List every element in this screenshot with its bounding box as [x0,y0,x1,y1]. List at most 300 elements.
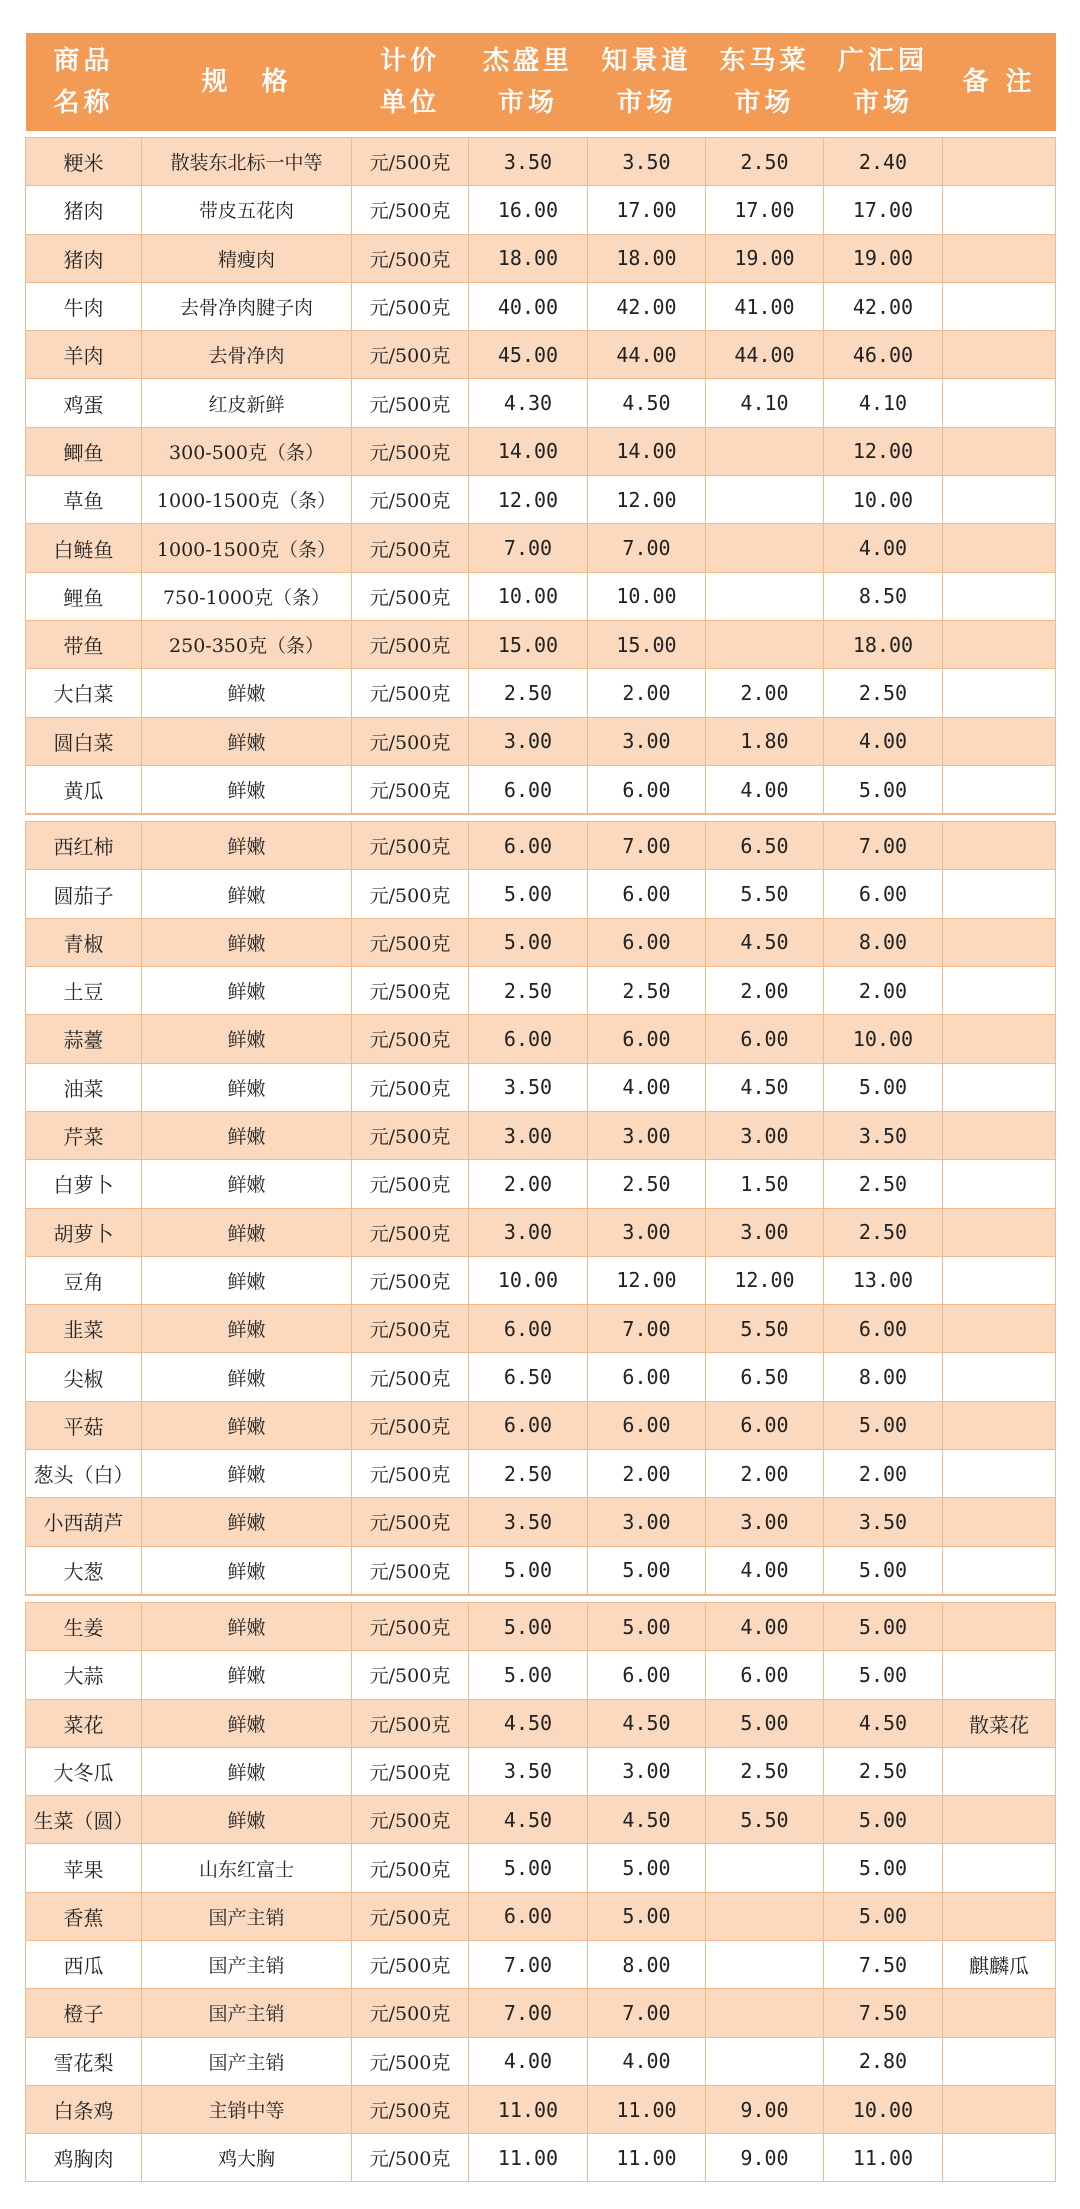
table-row [26,379,1056,427]
cell-name: 圆白菜 [26,717,142,765]
cell-note [943,1651,1056,1699]
cell-market-1: 10.00 [469,572,588,620]
cell-unit: 元/500克 [352,1111,469,1159]
cell-unit: 元/500克 [352,1256,469,1304]
cell-market-4: 2.50 [824,669,943,717]
cell-note [943,2085,1056,2133]
cell-name: 大蒜 [26,1651,142,1699]
cell-market-1: 15.00 [469,620,588,668]
cell-market-3: 1.80 [706,717,824,765]
cell-spec: 红皮新鲜 [142,379,352,427]
cell-unit: 元/500克 [352,186,469,234]
cell-name: 粳米 [26,138,142,186]
cell-unit: 元/500克 [352,1208,469,1256]
cell-market-1: 6.00 [469,1305,588,1353]
cell-market-2: 7.00 [588,1989,706,2037]
table-row [26,620,1056,668]
cell-spec: 国产主销 [142,2037,352,2085]
cell-unit: 元/500克 [352,1699,469,1747]
cell-market-3 [706,1844,824,1892]
cell-unit: 元/500克 [352,1747,469,1795]
table-row [26,138,1056,186]
cell-spec: 鲜嫩 [142,1450,352,1498]
cell-name: 猪肉 [26,234,142,282]
cell-note [943,1796,1056,1844]
cell-spec: 鲜嫩 [142,1747,352,1795]
cell-market-4: 10.00 [824,2085,943,2133]
cell-market-4: 3.50 [824,1111,943,1159]
cell-market-1: 2.50 [469,967,588,1015]
cell-name: 大葱 [26,1546,142,1595]
cell-note [943,765,1056,814]
cell-market-1: 6.00 [469,765,588,814]
cell-market-1: 10.00 [469,1256,588,1304]
cell-spec: 300-500克（条） [142,427,352,475]
cell-note [943,2037,1056,2085]
cell-market-3: 12.00 [706,1256,824,1304]
cell-market-2: 3.00 [588,1498,706,1546]
cell-spec: 去骨净肉 [142,331,352,379]
cell-market-1: 2.00 [469,1160,588,1208]
cell-unit: 元/500克 [352,1305,469,1353]
cell-market-2: 4.00 [588,1063,706,1111]
cell-spec: 国产主销 [142,1989,352,2037]
cell-note [943,620,1056,668]
cell-note [943,138,1056,186]
cell-note [943,1989,1056,2037]
cell-market-3: 19.00 [706,234,824,282]
cell-market-1: 5.00 [469,1651,588,1699]
cell-market-2: 8.00 [588,1940,706,1988]
cell-note [943,822,1056,870]
cell-note [943,1401,1056,1449]
cell-market-1: 2.50 [469,669,588,717]
cell-unit: 元/500克 [352,1892,469,1940]
cell-spec: 鲜嫩 [142,717,352,765]
cell-spec: 鲜嫩 [142,870,352,918]
cell-name: 鸡蛋 [26,379,142,427]
cell-market-1: 7.00 [469,1989,588,2037]
cell-market-2: 6.00 [588,1015,706,1063]
table-row [26,1989,1056,2037]
cell-unit: 元/500克 [352,572,469,620]
header-note: 备 注 [943,33,1056,131]
cell-market-2: 12.00 [588,1256,706,1304]
cell-market-4: 13.00 [824,1256,943,1304]
cell-unit: 元/500克 [352,1940,469,1988]
cell-market-3: 44.00 [706,331,824,379]
header-market-2: 知景道 市场 [588,33,706,131]
header-unit: 计价 单位 [352,33,469,131]
cell-name: 胡萝卜 [26,1208,142,1256]
cell-market-3: 6.00 [706,1651,824,1699]
cell-note [943,379,1056,427]
table-row [26,1015,1056,1063]
table-row [26,967,1056,1015]
cell-market-2: 3.50 [588,138,706,186]
table-row [26,669,1056,717]
cell-market-4: 46.00 [824,331,943,379]
cell-market-4: 2.40 [824,138,943,186]
cell-note [943,1160,1056,1208]
header-spec: 规 格 [142,33,352,131]
cell-note [943,186,1056,234]
cell-market-4: 5.00 [824,1844,943,1892]
cell-market-2: 12.00 [588,476,706,524]
cell-market-2: 2.50 [588,967,706,1015]
cell-spec: 鲜嫩 [142,1651,352,1699]
cell-note: 散菜花 [943,1699,1056,1747]
table-row [26,524,1056,572]
cell-spec: 鲜嫩 [142,1498,352,1546]
cell-market-1: 7.00 [469,1940,588,1988]
cell-spec: 鲜嫩 [142,1353,352,1401]
cell-spec: 山东红富士 [142,1844,352,1892]
cell-market-2: 11.00 [588,2085,706,2133]
cell-market-2: 3.00 [588,1208,706,1256]
cell-unit: 元/500克 [352,331,469,379]
cell-unit: 元/500克 [352,476,469,524]
cell-note [943,1450,1056,1498]
cell-market-4: 6.00 [824,1305,943,1353]
group-separator [26,1595,1056,1603]
cell-name: 香蕉 [26,1892,142,1940]
cell-market-2: 18.00 [588,234,706,282]
cell-market-4: 42.00 [824,282,943,330]
cell-name: 尖椒 [26,1353,142,1401]
cell-note [943,717,1056,765]
header-market-1: 杰盛里 市场 [469,33,588,131]
cell-market-4: 4.50 [824,1699,943,1747]
table-row [26,1892,1056,1940]
cell-market-3 [706,476,824,524]
cell-market-1: 6.50 [469,1353,588,1401]
cell-market-3: 3.00 [706,1111,824,1159]
cell-note [943,572,1056,620]
cell-market-1: 18.00 [469,234,588,282]
cell-spec: 鲜嫩 [142,822,352,870]
cell-market-2: 44.00 [588,331,706,379]
cell-spec: 散装东北标一中等 [142,138,352,186]
cell-name: 大冬瓜 [26,1747,142,1795]
cell-name: 带鱼 [26,620,142,668]
cell-market-1: 3.50 [469,1498,588,1546]
cell-note: 麒麟瓜 [943,1940,1056,1988]
cell-market-2: 2.00 [588,669,706,717]
cell-market-2: 5.00 [588,1892,706,1940]
cell-market-2: 7.00 [588,524,706,572]
cell-market-2: 3.00 [588,717,706,765]
cell-note [943,1256,1056,1304]
table-row [26,1160,1056,1208]
cell-unit: 元/500克 [352,765,469,814]
cell-market-3: 2.50 [706,1747,824,1795]
cell-market-3 [706,1940,824,1988]
cell-spec: 精瘦肉 [142,234,352,282]
cell-market-3: 4.50 [706,918,824,966]
cell-market-2: 5.00 [588,1844,706,1892]
cell-unit: 元/500克 [352,918,469,966]
table-row [26,822,1056,870]
cell-unit: 元/500克 [352,967,469,1015]
cell-market-4: 2.00 [824,967,943,1015]
cell-market-3: 4.10 [706,379,824,427]
cell-market-1: 4.50 [469,1699,588,1747]
cell-spec: 带皮五花肉 [142,186,352,234]
cell-market-3: 3.00 [706,1208,824,1256]
cell-unit: 元/500克 [352,1989,469,2037]
cell-market-3: 6.50 [706,822,824,870]
cell-market-4: 2.50 [824,1160,943,1208]
cell-name: 雪花梨 [26,2037,142,2085]
cell-note [943,1063,1056,1111]
table-row [26,234,1056,282]
table-row [26,427,1056,475]
cell-market-3 [706,1892,824,1940]
cell-market-1: 5.00 [469,1844,588,1892]
price-table-container [25,33,1055,2182]
cell-name: 羊肉 [26,331,142,379]
cell-name: 草鱼 [26,476,142,524]
cell-name: 生菜（圆） [26,1796,142,1844]
table-row [26,1208,1056,1256]
cell-name: 菜花 [26,1699,142,1747]
cell-market-1: 40.00 [469,282,588,330]
cell-unit: 元/500克 [352,822,469,870]
table-row [26,1498,1056,1546]
cell-spec: 鸡大胸 [142,2134,352,2182]
cell-market-2: 6.00 [588,870,706,918]
cell-market-4: 5.00 [824,1546,943,1595]
cell-market-3: 2.00 [706,967,824,1015]
cell-name: 苹果 [26,1844,142,1892]
cell-market-1: 3.50 [469,1063,588,1111]
cell-market-3: 4.00 [706,1602,824,1650]
table-row [26,1602,1056,1650]
cell-name: 油菜 [26,1063,142,1111]
cell-unit: 元/500克 [352,1353,469,1401]
table-row [26,1401,1056,1449]
cell-spec: 鲜嫩 [142,1160,352,1208]
cell-market-3: 5.00 [706,1699,824,1747]
cell-market-1: 5.00 [469,1602,588,1650]
cell-market-3: 6.00 [706,1401,824,1449]
cell-spec: 国产主销 [142,1892,352,1940]
cell-market-4: 12.00 [824,427,943,475]
cell-note [943,524,1056,572]
cell-market-4: 3.50 [824,1498,943,1546]
cell-market-2: 14.00 [588,427,706,475]
cell-unit: 元/500克 [352,379,469,427]
cell-market-1: 3.00 [469,1208,588,1256]
cell-spec: 1000-1500克（条） [142,524,352,572]
cell-market-4: 8.50 [824,572,943,620]
cell-market-1: 3.00 [469,717,588,765]
cell-market-2: 7.00 [588,1305,706,1353]
cell-market-3: 5.50 [706,870,824,918]
table-row [26,476,1056,524]
cell-name: 白鲢鱼 [26,524,142,572]
cell-name: 蒜薹 [26,1015,142,1063]
cell-market-3: 2.00 [706,669,824,717]
cell-market-2: 11.00 [588,2134,706,2182]
table-row [26,1111,1056,1159]
table-row [26,1651,1056,1699]
cell-market-3 [706,2037,824,2085]
cell-spec: 鲜嫩 [142,1015,352,1063]
cell-market-1: 45.00 [469,331,588,379]
cell-note [943,1208,1056,1256]
cell-market-2: 42.00 [588,282,706,330]
cell-note [943,476,1056,524]
cell-note [943,2134,1056,2182]
table-row [26,331,1056,379]
cell-market-1: 3.00 [469,1111,588,1159]
table-row [26,186,1056,234]
cell-market-3 [706,427,824,475]
cell-market-1: 5.00 [469,918,588,966]
cell-name: 豆角 [26,1256,142,1304]
cell-note [943,967,1056,1015]
cell-name: 青椒 [26,918,142,966]
cell-market-1: 6.00 [469,1015,588,1063]
cell-name: 牛肉 [26,282,142,330]
cell-spec: 国产主销 [142,1940,352,1988]
cell-name: 圆茄子 [26,870,142,918]
cell-spec: 鲜嫩 [142,1305,352,1353]
cell-market-4: 10.00 [824,476,943,524]
cell-name: 土豆 [26,967,142,1015]
cell-market-2: 5.00 [588,1602,706,1650]
cell-market-3: 6.00 [706,1015,824,1063]
cell-market-3: 2.00 [706,1450,824,1498]
cell-unit: 元/500克 [352,1546,469,1595]
cell-market-2: 15.00 [588,620,706,668]
cell-market-1: 14.00 [469,427,588,475]
cell-market-1: 4.00 [469,2037,588,2085]
cell-market-2: 7.00 [588,822,706,870]
cell-market-3 [706,572,824,620]
cell-market-2: 6.00 [588,1353,706,1401]
cell-spec: 250-350克（条） [142,620,352,668]
cell-unit: 元/500克 [352,2134,469,2182]
cell-market-1: 3.50 [469,138,588,186]
cell-spec: 1000-1500克（条） [142,476,352,524]
cell-spec: 鲜嫩 [142,1602,352,1650]
cell-market-3 [706,524,824,572]
cell-market-2: 6.00 [588,1651,706,1699]
cell-name: 鲫鱼 [26,427,142,475]
cell-unit: 元/500克 [352,620,469,668]
cell-market-4: 5.00 [824,1651,943,1699]
cell-unit: 元/500克 [352,1450,469,1498]
cell-note [943,1305,1056,1353]
cell-market-4: 2.50 [824,1747,943,1795]
cell-market-3 [706,1989,824,2037]
cell-market-4: 19.00 [824,234,943,282]
table-row [26,1844,1056,1892]
table-row [26,918,1056,966]
cell-spec: 鲜嫩 [142,1256,352,1304]
cell-market-1: 4.30 [469,379,588,427]
cell-unit: 元/500克 [352,2085,469,2133]
cell-market-4: 5.00 [824,765,943,814]
cell-name: 白萝卜 [26,1160,142,1208]
table-row [26,1747,1056,1795]
cell-market-4: 6.00 [824,870,943,918]
cell-name: 芹菜 [26,1111,142,1159]
cell-market-3: 9.00 [706,2085,824,2133]
cell-market-4: 17.00 [824,186,943,234]
cell-market-3: 4.00 [706,1546,824,1595]
cell-market-1: 12.00 [469,476,588,524]
cell-spec: 鲜嫩 [142,1546,352,1595]
cell-note [943,669,1056,717]
cell-unit: 元/500克 [352,1498,469,1546]
cell-market-4: 10.00 [824,1015,943,1063]
cell-unit: 元/500克 [352,1796,469,1844]
table-body [26,131,1056,2182]
cell-market-4: 5.00 [824,1063,943,1111]
table-row [26,2037,1056,2085]
table-row [26,1256,1056,1304]
cell-market-4: 7.00 [824,822,943,870]
cell-market-4: 7.50 [824,1989,943,2037]
cell-unit: 元/500克 [352,1160,469,1208]
cell-unit: 元/500克 [352,1401,469,1449]
cell-market-3 [706,620,824,668]
cell-market-3: 5.50 [706,1796,824,1844]
cell-market-1: 5.00 [469,870,588,918]
header-market-4: 广汇园 市场 [824,33,943,131]
table-row [26,1353,1056,1401]
cell-market-1: 6.00 [469,1892,588,1940]
cell-spec: 鲜嫩 [142,1208,352,1256]
cell-market-2: 3.00 [588,1111,706,1159]
cell-spec: 鲜嫩 [142,967,352,1015]
cell-note [943,1111,1056,1159]
cell-unit: 元/500克 [352,717,469,765]
table-row [26,1546,1056,1595]
cell-note [943,870,1056,918]
cell-market-4: 5.00 [824,1892,943,1940]
cell-note [943,1747,1056,1795]
cell-unit: 元/500克 [352,138,469,186]
cell-market-1: 3.50 [469,1747,588,1795]
cell-note [943,1015,1056,1063]
cell-market-4: 7.50 [824,1940,943,1988]
cell-spec: 鲜嫩 [142,1699,352,1747]
cell-note [943,1602,1056,1650]
table-header [26,33,1056,131]
group-separator [26,814,1056,822]
cell-name: 小西葫芦 [26,1498,142,1546]
cell-note [943,1498,1056,1546]
cell-spec: 鲜嫩 [142,1796,352,1844]
cell-name: 西瓜 [26,1940,142,1988]
header-market-3: 东马菜 市场 [706,33,824,131]
cell-market-2: 4.50 [588,1699,706,1747]
table-row [26,1063,1056,1111]
table-row [26,765,1056,814]
cell-unit: 元/500克 [352,427,469,475]
cell-market-1: 11.00 [469,2085,588,2133]
cell-note [943,1892,1056,1940]
cell-market-1: 2.50 [469,1450,588,1498]
cell-market-4: 8.00 [824,918,943,966]
cell-note [943,234,1056,282]
cell-market-3: 6.50 [706,1353,824,1401]
